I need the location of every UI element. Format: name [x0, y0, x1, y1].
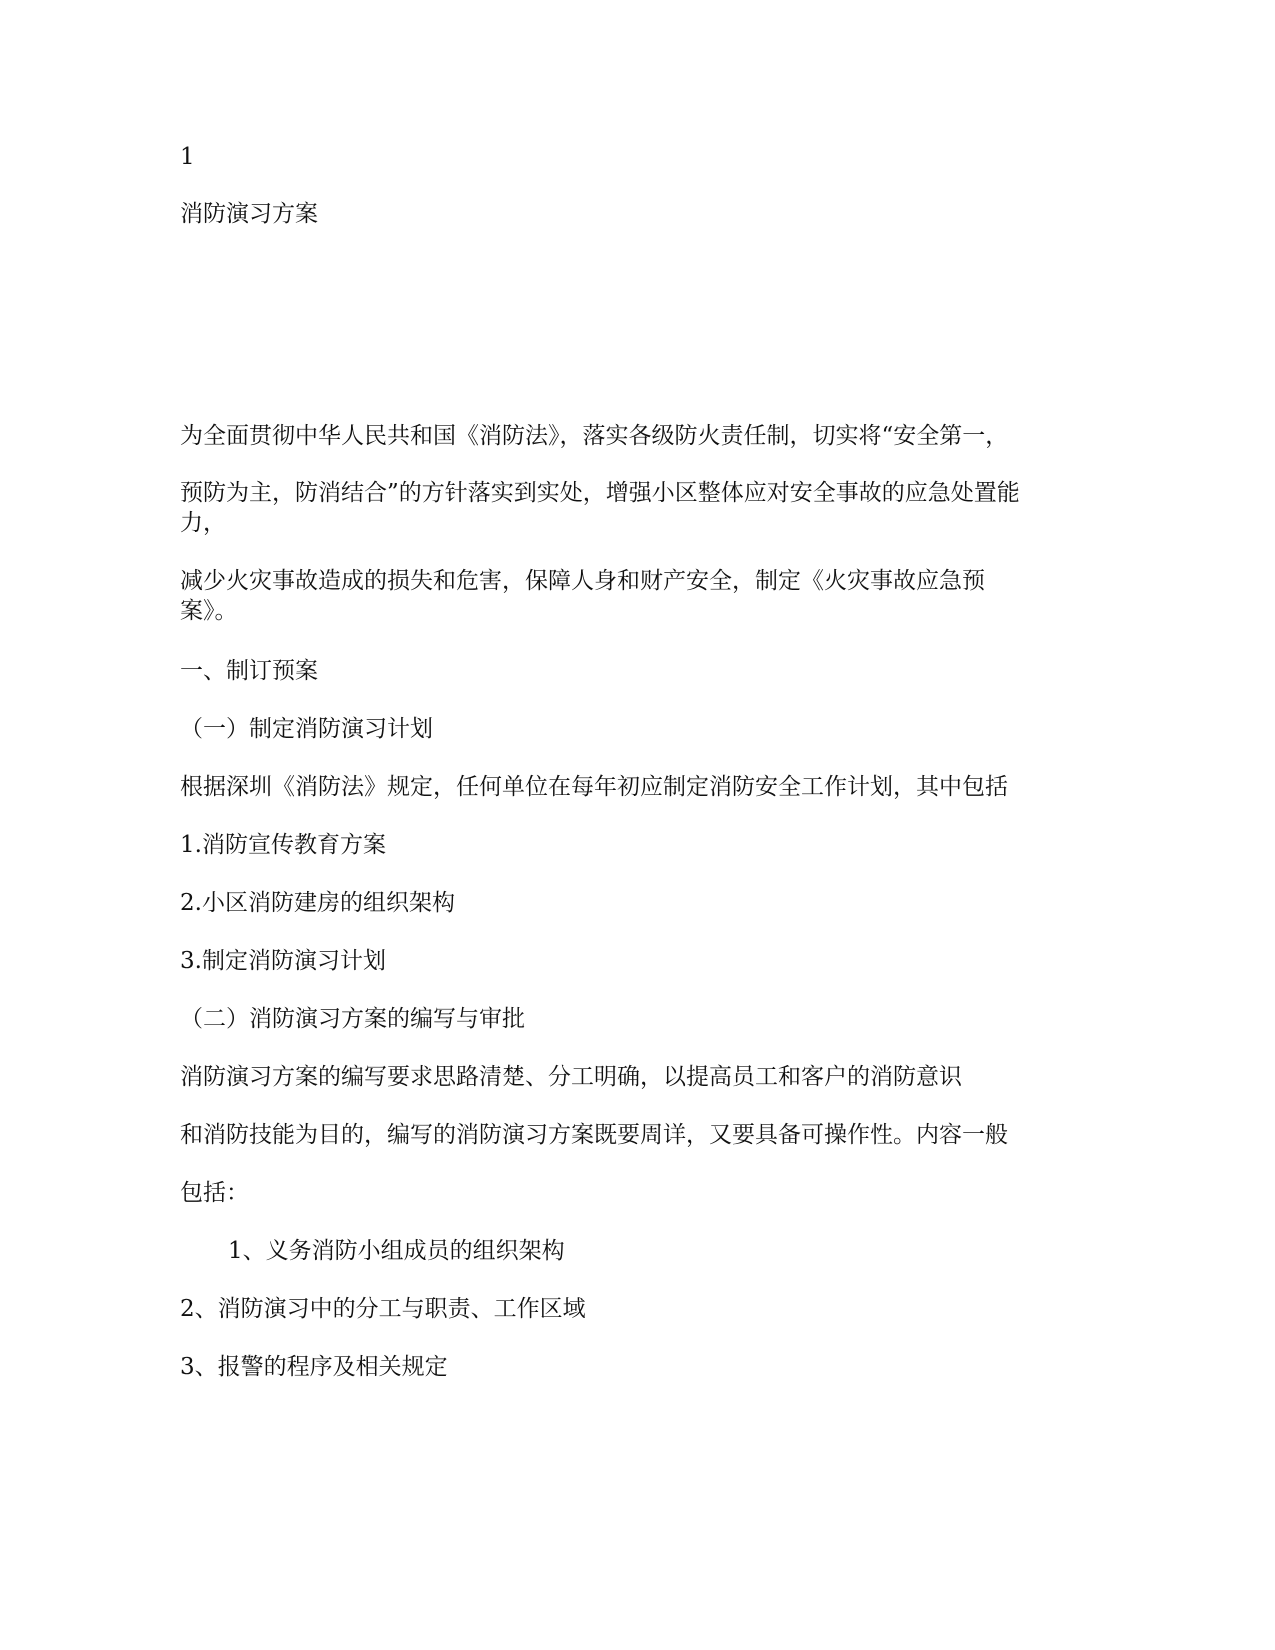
section-heading: 一、制订预案	[180, 658, 318, 684]
page-number: 1	[180, 144, 195, 170]
list-item: 1.消防宣传教育方案	[180, 832, 386, 858]
list-item: 1、义务消防小组成员的组织架构	[228, 1238, 565, 1264]
paragraph-line: 包括：	[180, 1180, 249, 1206]
intro-line-1: 为全面贯彻中华人民共和国《消防法》，落实各级防火责任制，切实将“安全第一，	[180, 423, 1009, 449]
subsection-heading: （一）制定消防演习计划	[180, 716, 433, 742]
subsection-heading: （二）消防演习方案的编写与审批	[180, 1006, 525, 1032]
list-item: 2、消防演习中的分工与职责、工作区域	[180, 1296, 586, 1322]
intro-line-2: 预防为主，防消结合”的方针落实到实处，增强小区整体应对安全事故的应急处置能力，	[180, 480, 1020, 536]
paragraph-line: 消防演习方案的编写要求思路清楚、分工明确，以提高员工和客户的消防意识	[180, 1064, 962, 1090]
intro-line-3: 减少火灾事故造成的损失和危害，保障人身和财产安全，制定《火灾事故应急预案》。	[180, 568, 985, 624]
list-item: 2.小区消防建房的组织架构	[180, 890, 455, 916]
list-item: 3.制定消防演习计划	[180, 948, 386, 974]
document-title: 消防演习方案	[180, 201, 318, 227]
list-item: 3、报警的程序及相关规定	[180, 1354, 448, 1380]
paragraph: 根据深圳《消防法》规定，任何单位在每年初应制定消防安全工作计划，其中包括	[180, 774, 1008, 800]
paragraph-line: 和消防技能为目的，编写的消防演习方案既要周详，又要具备可操作性。内容一般	[180, 1122, 1008, 1148]
